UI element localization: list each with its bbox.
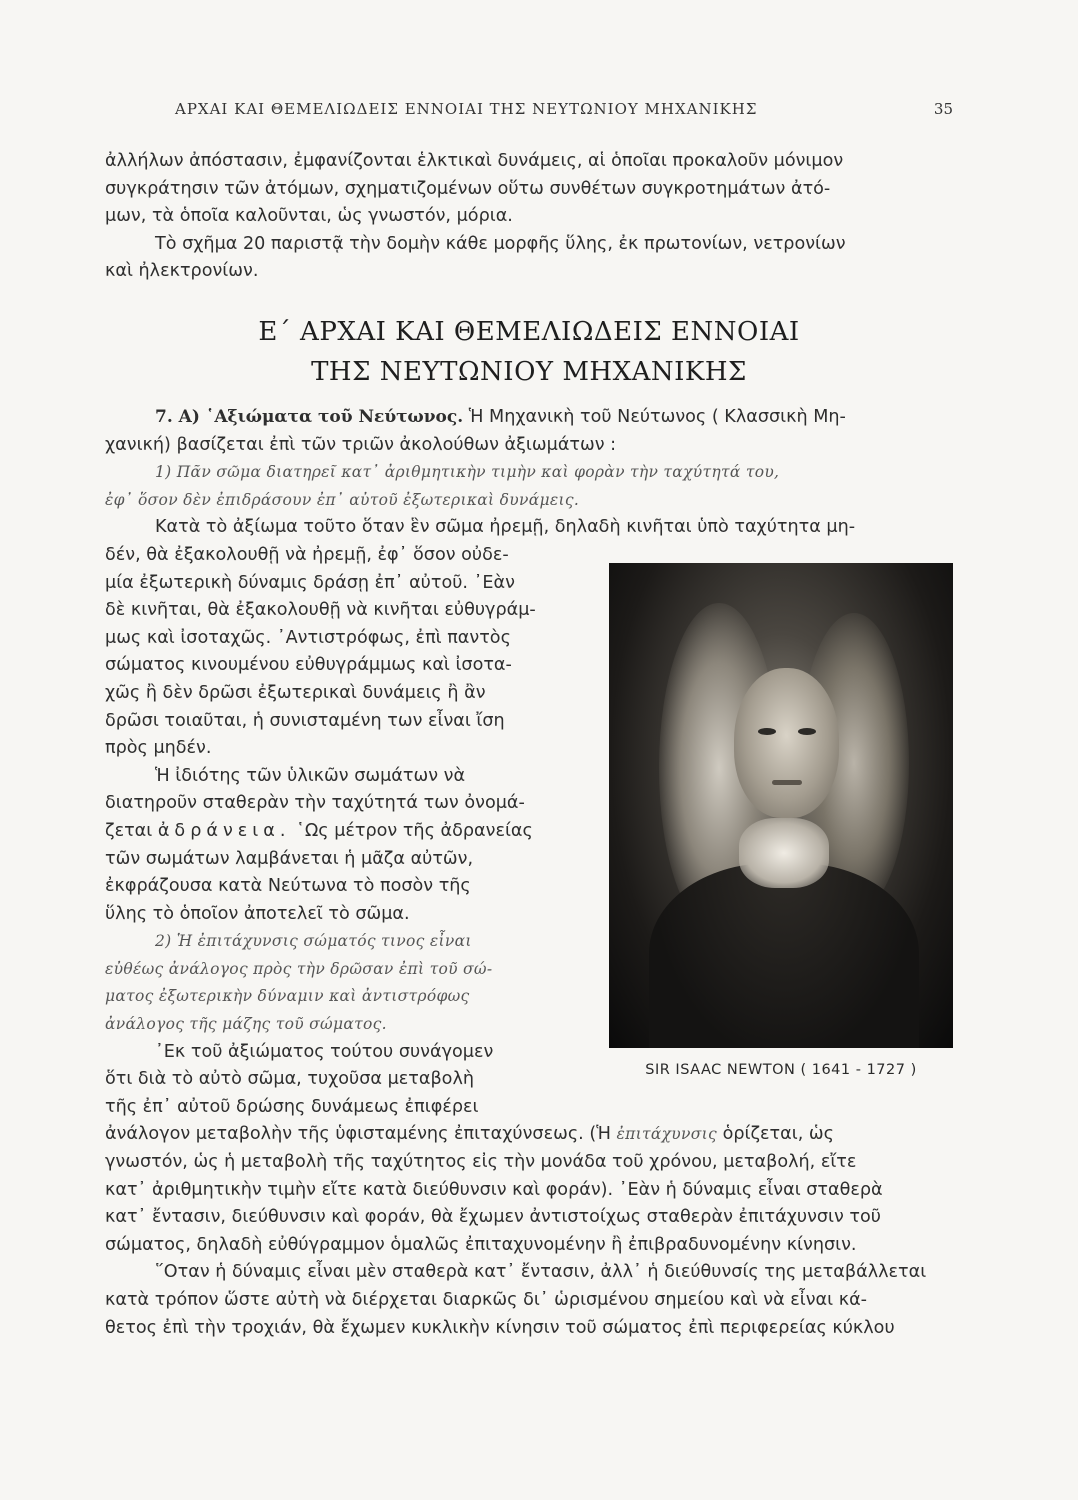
text-line: χανική) βασίζεται ἐπὶ τῶν τριῶν ἀκολούθων ἀξιωμάτων : bbox=[105, 434, 617, 455]
acceleration-term: ἐπιτάχυνσις bbox=[616, 1125, 717, 1144]
text-line: ῞Οταν ἡ δύναμις εἶναι μὲν σταθερὰ κατ᾽ ἔντασιν, ἀλλ᾽ ἡ διεύθυνσίς της μεταβάλλεται bbox=[155, 1262, 927, 1283]
newton-portrait bbox=[609, 563, 953, 1048]
text-line: Ἡ ἰδιότης τῶν ὑλικῶν σωμάτων νὰ bbox=[155, 765, 466, 786]
text-line: μία ἐξωτερικὴ δύναμις δράσῃ ἐπ᾽ αὐτοῦ. ᾽Εὰν bbox=[105, 572, 515, 593]
text-line: ζεται bbox=[105, 820, 158, 841]
axioms-intro bbox=[105, 404, 953, 459]
text-line: συγκράτησιν τῶν ἀτόμων, σχηματιζομένων οὕτω συνθέτων συγκροτημάτων ἀτό- bbox=[105, 178, 831, 199]
text-line: ἀνάλογον μεταβολὴν τῆς ὑφισταμένης ἐπιταχύνσεως. (Ἡ bbox=[105, 1124, 617, 1145]
axiom-2 bbox=[105, 928, 589, 1038]
text-line: κατ᾽ ἀριθμητικὴν τιμὴν εἴτε κατὰ διεύθυνσιν καὶ φοράν). ᾽Εὰν ἡ δύναμις εἶναι σταθερὰ bbox=[105, 1179, 883, 1200]
portrait-eye-right bbox=[798, 728, 816, 735]
intro-text bbox=[105, 148, 953, 286]
axiom-1 bbox=[105, 459, 953, 514]
text-line: δὲ κινῆται, θὰ ἐξακολουθῇ νὰ κινῆται εὐθυγράμ- bbox=[105, 600, 536, 621]
text-line: ὕλης τὸ ὁποῖον ἀποτελεῖ τὸ σῶμα. bbox=[105, 903, 410, 924]
text-line: σώματος, δηλαδὴ εὐθύγραμμον ὁμαλῶς ἐπιταχυνομένην ἢ ἐπιβραδυνομένην κίνησιν. bbox=[105, 1234, 857, 1255]
text-line: θετος ἐπὶ τὴν τροχιάν, θὰ ἔχωμεν κυκλικὴν κίνησιν τοῦ σώματος ἐπὶ περιφερείας κύκλου bbox=[105, 1317, 895, 1338]
section-title-line-2: ΤΗΣ ΝΕΥΤΩΝΙΟΥ ΜΗΧΑΝΙΚΗΣ bbox=[311, 357, 747, 387]
text-line: σώματος κινουμένου εὐθυγράμμως καὶ ἰσοτα- bbox=[105, 655, 512, 676]
text-line: Ἡ Μηχανικὴ τοῦ Νεύτωνος ( Κλασσικὴ Μη- bbox=[463, 407, 846, 427]
portrait-face bbox=[734, 668, 839, 818]
text-line: εὐθέως ἀνάλογος πρὸς τὴν δρῶσαν ἐπὶ τοῦ σώ- bbox=[105, 959, 493, 978]
axioms-heading: 7. Α) ῾Αξιώματα τοῦ Νεύτωνος. bbox=[155, 407, 464, 427]
text-line: κατ᾽ ἔντασιν, διεύθυνσιν καὶ φοράν, θὰ ἔχωμεν ἀντιστοίχως σταθερὰν ἐπιτάχυνσιν τοῦ bbox=[105, 1207, 881, 1228]
text-line: καὶ ἠλεκτρονίων. bbox=[105, 261, 259, 282]
section-title bbox=[105, 312, 953, 392]
text-line: δέν, θὰ ἐξακολουθῇ νὰ ἠρεμῇ, ἐφ᾽ ὅσον οὐδε- bbox=[105, 544, 509, 565]
text-line: ῾Ως μέτρον τῆς ἀδρανείας bbox=[290, 820, 533, 841]
axiom-1-explanation-start bbox=[105, 514, 953, 542]
circular-motion-paragraph bbox=[105, 1259, 953, 1342]
page-number: 35 bbox=[933, 100, 953, 118]
text-line: μως καὶ ἰσοταχῶς. ᾽Αντιστρόφως, ἐπὶ παντὸς bbox=[105, 627, 511, 648]
portrait-mouth bbox=[772, 780, 802, 785]
intro-paragraph-2 bbox=[105, 231, 953, 286]
portrait-coat bbox=[649, 863, 919, 1048]
axiom-1-explanation bbox=[105, 542, 589, 763]
text-line: ματος ἐξωτερικὴν δύναμιν καὶ ἀντιστρόφως bbox=[105, 987, 470, 1006]
text-line: ἐκφράζουσα κατὰ Νεύτωνα τὸ ποσὸν τῆς bbox=[105, 876, 471, 897]
intro-paragraph-1 bbox=[105, 148, 953, 231]
text-line: γνωστόν, ὡς ἡ μεταβολὴ τῆς ταχύτητος εἰς τὴν μονάδα τοῦ χρόνου, μεταβολή, εἴτε bbox=[105, 1152, 857, 1173]
text-line: 2) Ἡ ἐπιτάχυνσις σώματός τινος εἶναι bbox=[155, 932, 472, 951]
text-line: ἐφ᾽ ὅσον δὲν ἐπιδράσουν ἐπ᾽ αὐτοῦ ἐξωτερικαὶ δυνάμεις. bbox=[105, 490, 580, 509]
text-line: τῶν σωμάτων λαμβάνεται ἡ μᾶζα αὐτῶν, bbox=[105, 848, 474, 869]
axiom-2-explanation-start bbox=[105, 1039, 589, 1122]
running-header bbox=[175, 100, 953, 118]
text-line: Τὸ σχῆμα 20 παριστᾷ τὴν δομὴν κάθε μορφῆς ὕλης, ἐκ πρωτονίων, νετρονίων bbox=[155, 233, 846, 254]
text-line: τῆς ἐπ᾽ αὐτοῦ δρώσης δυνάμεως ἐπιφέρει bbox=[105, 1096, 479, 1117]
section-title-line-1: Ε΄ ΑΡΧΑΙ ΚΑΙ ΘΕΜΕΛΙΩΔΕΙΣ ΕΝΝΟΙΑΙ bbox=[258, 317, 800, 347]
portrait-caption: SIR ISAAC NEWTON ( 1641 - 1727 ) bbox=[645, 1062, 917, 1078]
text-line: ὁρίζεται, ὡς bbox=[717, 1124, 834, 1145]
narrow-column bbox=[105, 542, 589, 1121]
text-line: δρῶσι τοιαῦται, ἡ συνισταμένη των εἶναι ἴση bbox=[105, 710, 505, 731]
running-title: ΑΡΧΑΙ ΚΑΙ ΘΕΜΕΛΙΩΔΕΙΣ ΕΝΝΟΙΑΙ ΤΗΣ ΝΕΥΤΩΝΙΟΥ ΜΗΧΑΝΙΚΗΣ bbox=[175, 100, 758, 118]
text-line: ἀλλήλων ἀπόστασιν, ἐμφανίζονται ἑλκτικαὶ δυνάμεις, αἱ ὁποῖαι προκαλοῦν μόνιμον bbox=[105, 151, 844, 171]
text-line: 1) Πᾶν σῶμα διατηρεῖ κατ᾽ ἀριθμητικὴν τιμὴν καὶ φορὰν τὴν ταχύτητά του, bbox=[155, 463, 780, 482]
text-line: κατὰ τρόπον ὥστε αὐτὴ νὰ διέρχεται διαρκῶς δι᾽ ὡρισμένου σημείου καὶ νὰ εἶναι κά- bbox=[105, 1290, 868, 1310]
text-line: πρὸς μηδέν. bbox=[105, 738, 212, 759]
inertia-paragraph bbox=[105, 763, 589, 929]
text-line: μων, τὰ ὁποῖα καλοῦνται, ὡς γνωστόν, μόρια. bbox=[105, 206, 513, 227]
text-line: ὅτι διὰ τὸ αὐτὸ σῶμα, τυχοῦσα μεταβολὴ bbox=[105, 1069, 475, 1090]
portrait-eye-left bbox=[758, 728, 776, 735]
text-line: ἀνάλογος τῆς μάζης τοῦ σώματος. bbox=[105, 1015, 387, 1034]
axiom-2-explanation bbox=[105, 1121, 953, 1259]
text-line: χῶς ἢ δὲν δρῶσι ἐξωτερικαὶ δυνάμεις ἢ ἂν bbox=[105, 682, 486, 703]
text-line: ᾽Εκ τοῦ ἀξιώματος τούτου συνάγομεν bbox=[155, 1041, 494, 1062]
portrait-collar bbox=[739, 818, 829, 888]
text-line: διατηροῦν σταθερὰν τὴν ταχύτητά των ὀνομά- bbox=[105, 793, 525, 814]
inertia-term: ἀδράνεια. bbox=[157, 820, 291, 841]
text-line: Κατὰ τὸ ἀξίωμα τοῦτο ὅταν ἓν σῶμα ἠρεμῇ, δηλαδὴ κινῆται ὑπὸ ταχύτητα μη- bbox=[155, 517, 856, 538]
